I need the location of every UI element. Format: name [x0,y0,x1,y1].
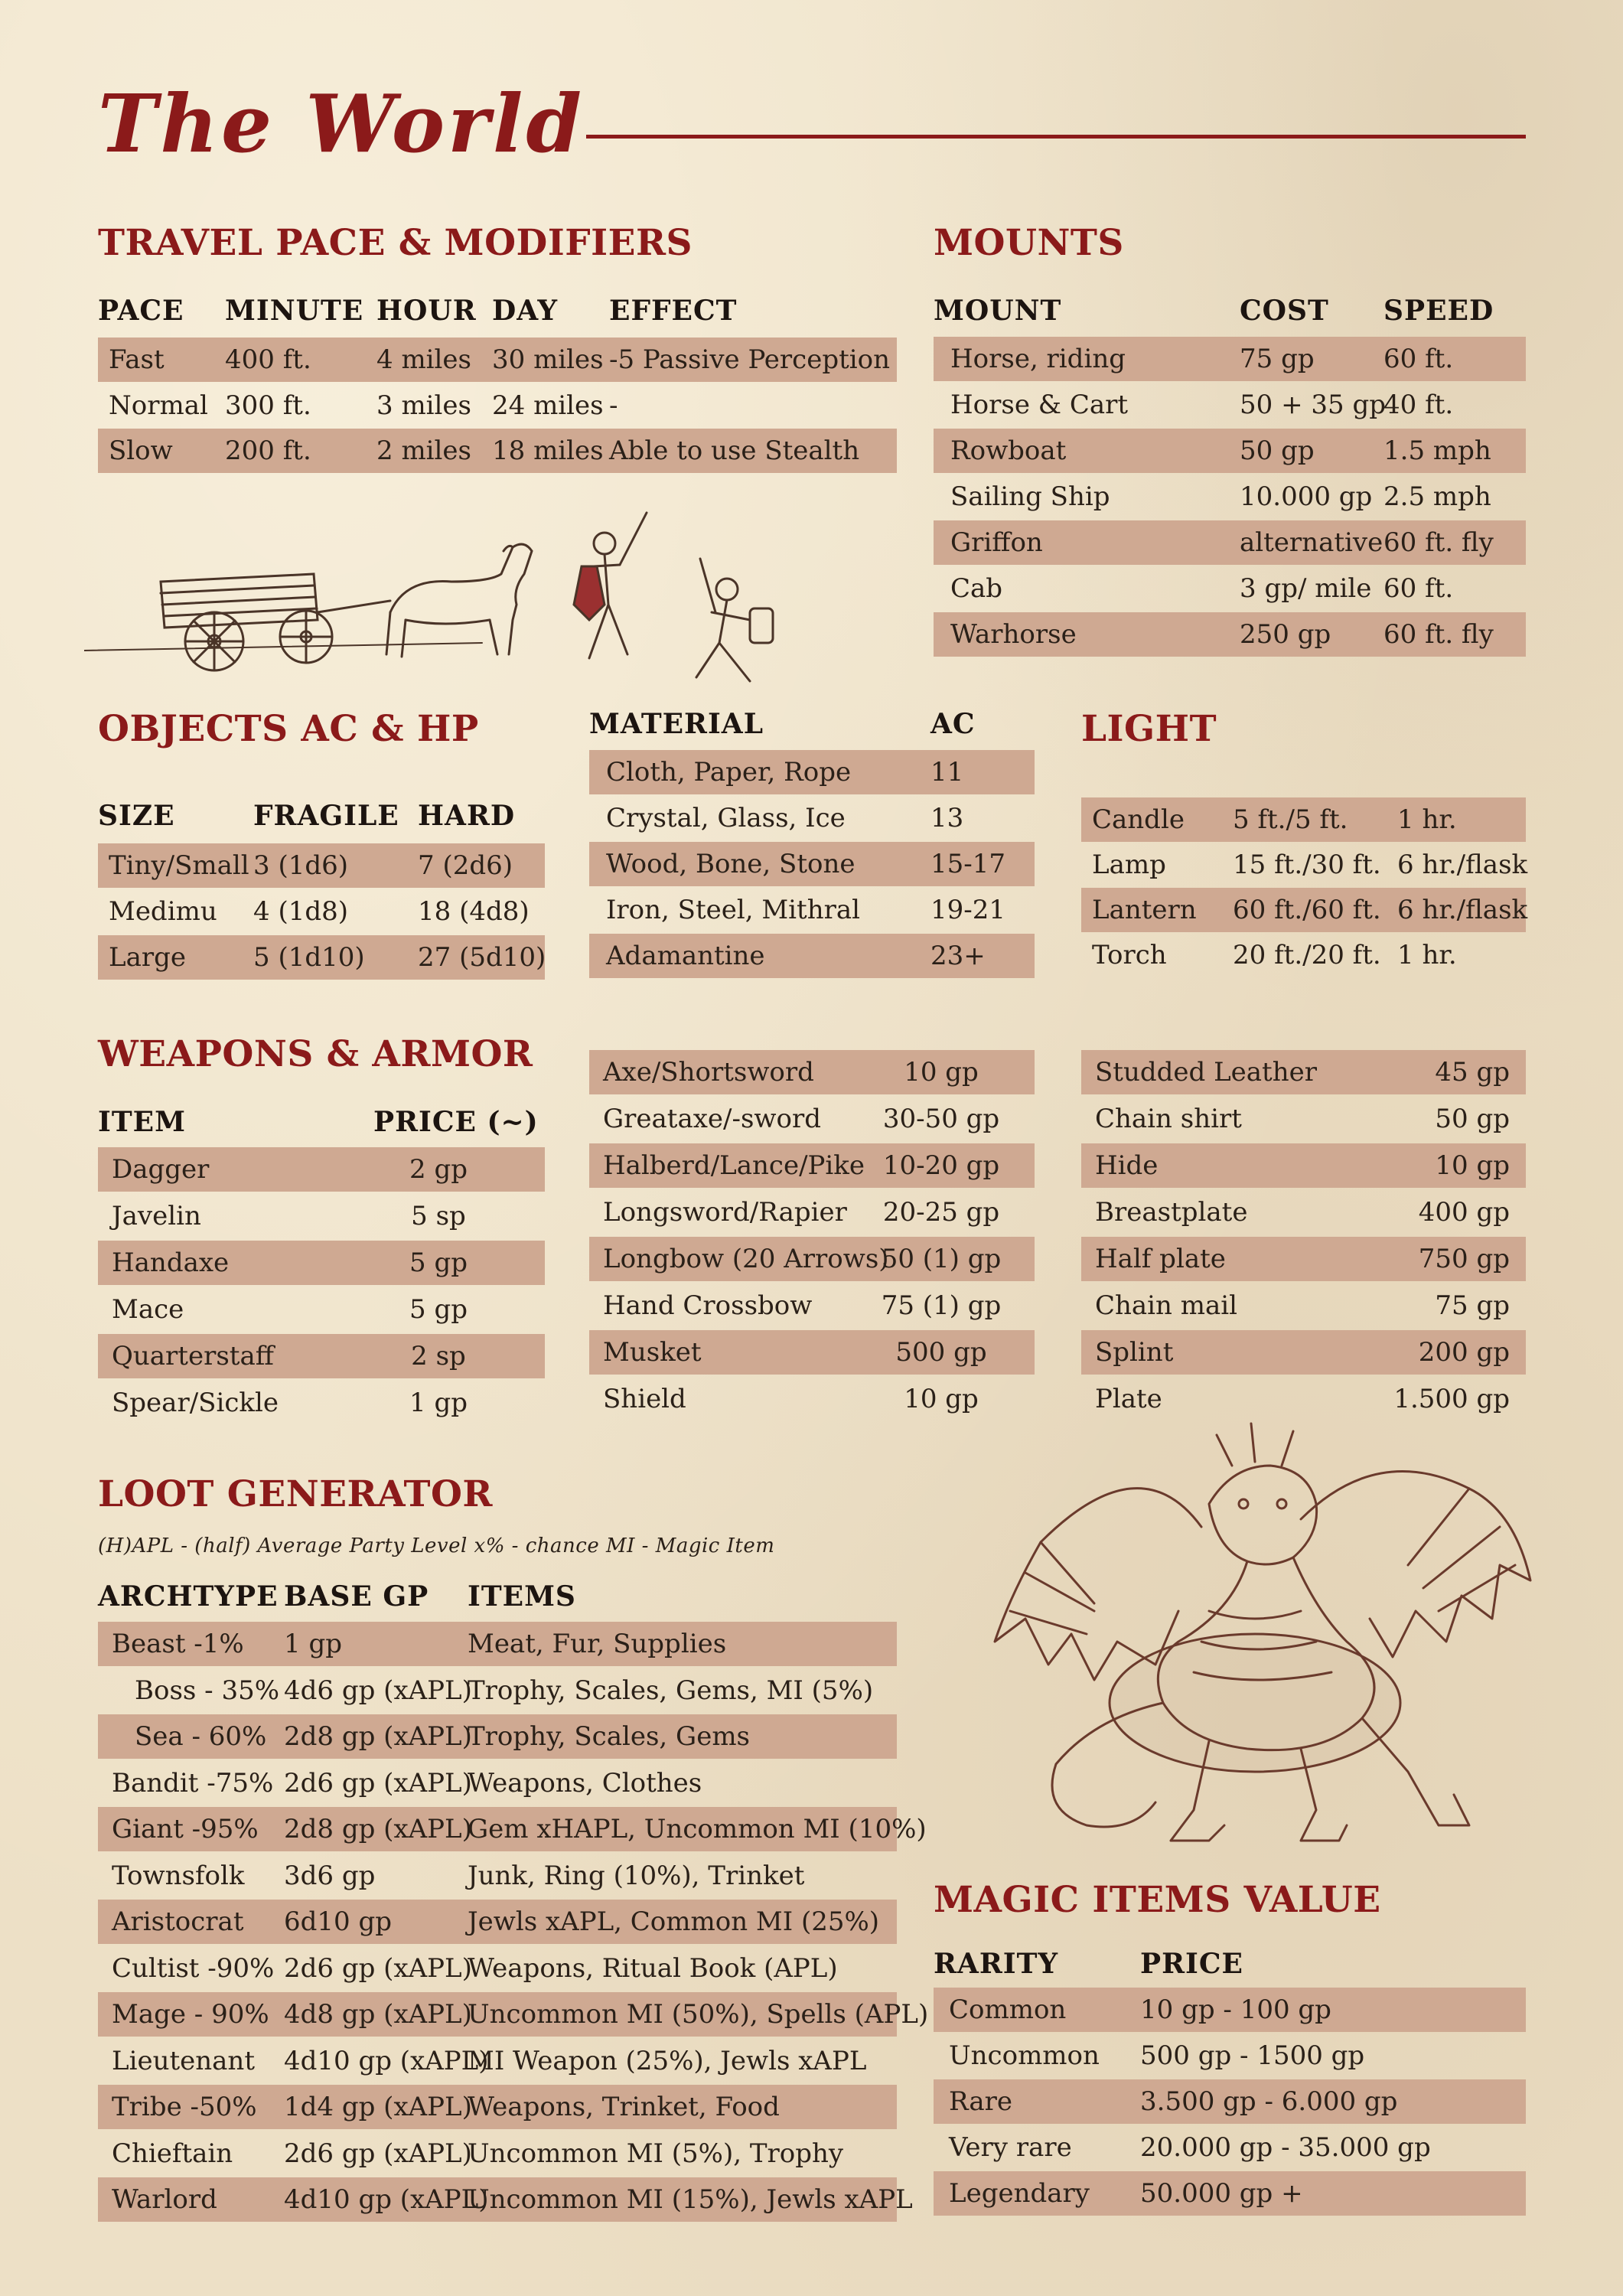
table-cell: 18 (4d8) [418,896,530,927]
table-row [589,1237,1035,1281]
table-cell: Giant -95% [112,1814,259,1844]
table-cell: Cultist -90% [112,1952,275,1984]
table-row [98,2085,897,2129]
table-cell: 5 gp [409,1294,468,1325]
table-cell: 20 ft./20 ft. [1233,940,1381,970]
table-cell: Dagger [112,1154,210,1185]
loot-legend: (H)APL - (half) Average Party Level x% - chance MI - Magic Item [98,1534,775,1557]
table-cell: Common [949,1994,1067,2025]
table-cell: 2 gp [409,1154,468,1185]
objects-heading: OBJECTS AC & HP [98,708,479,750]
cart-horse-illustration [84,505,819,696]
magic-header-price: PRICE [1140,1948,1243,1980]
travel-header-effect: EFFECT [609,295,738,327]
table-cell: 75 (1) gp [881,1290,1002,1321]
table-row [934,337,1526,381]
table-cell: Uncommon MI (5%), Trophy [468,2138,844,2169]
table-cell: Beast -1% [112,1629,244,1659]
table-row [98,383,897,428]
table-row [934,2171,1526,2216]
table-cell: Uncommon [949,2040,1100,2071]
table-cell: Crystal, Glass, Ice [606,803,846,833]
table-cell: 2d8 gp (xAPL) [284,1721,472,1752]
material-header-material: MATERIAL [589,708,764,740]
table-row [589,1377,1035,1421]
table-row [1081,888,1526,932]
table-cell: Very rare [949,2132,1072,2163]
table-cell: 60 ft. [1383,344,1454,374]
table-cell: Lantern [1092,895,1197,925]
table-cell: 200 gp [1418,1337,1510,1368]
table-cell: 45 gp [1435,1057,1510,1088]
table-cell: Half plate [1095,1244,1226,1274]
table-cell: 7 (2d6) [418,850,513,881]
table-row [98,2131,897,2176]
table-cell: 10.000 gp [1240,481,1373,512]
table-cell: 50 gp [1240,435,1315,466]
table-cell: 50 gp [1435,1104,1510,1134]
table-cell: Iron, Steel, Mithral [606,895,860,925]
table-row [98,429,897,473]
magic-heading: MAGIC ITEMS VALUE [934,1879,1381,1921]
objects-header-hard: HARD [418,800,516,832]
table-row [98,935,545,980]
table-row [589,1330,1035,1375]
table-row [98,889,545,934]
table-row [934,520,1526,565]
table-cell: Weapons, Trinket, Food [468,2092,780,2122]
table-row [98,1668,897,1713]
table-cell: 10 gp [904,1384,979,1414]
table-cell: Quarterstaff [112,1341,274,1371]
table-row [98,1854,897,1898]
table-row [589,842,1035,886]
table-cell: 1 hr. [1397,804,1457,835]
table-cell: Boss - 35% [135,1675,280,1706]
table-row [589,1190,1035,1234]
table-cell: 400 gp [1418,1197,1510,1228]
table-cell: Halberd/Lance/Pike [603,1150,865,1181]
table-cell: 20.000 gp - 35.000 gp [1140,2132,1431,2163]
table-cell: Cab [950,573,1003,604]
table-cell: 10 gp [904,1057,979,1088]
table-row [934,566,1526,611]
table-row [98,1992,929,2037]
table-cell: Plate [1095,1384,1162,1414]
cell: 24 miles [492,390,604,421]
table-row [589,1097,1035,1141]
table-cell: 5 (1d10) [253,942,365,973]
table-cell: Shield [603,1384,686,1414]
dragon-illustration [979,1412,1546,1887]
magic-header-rarity: RARITY [934,1948,1059,1980]
table-cell: MI Weapon (25%), Jewls xAPL [468,2045,867,2076]
table-row [934,2079,1526,2124]
mounts-heading: MOUNTS [934,222,1124,264]
table-cell: Sailing Ship [950,481,1110,512]
table-cell: Longsword/Rapier [603,1197,847,1228]
cell: 3 miles [376,390,471,421]
table-cell: 15-17 [930,849,1006,879]
table-cell: Spear/Sickle [112,1388,279,1418]
table-cell: Torch [1092,940,1167,970]
cell: 400 ft. [225,344,311,375]
cell: 30 miles [492,344,604,375]
table-cell: Bandit -75% [112,1767,274,1799]
table-cell: 75 gp [1240,344,1315,374]
table-cell: Longbow (20 Arrows) [603,1244,889,1274]
cell: 300 ft. [225,390,311,421]
objects-header-fragile: FRAGILE [253,800,399,832]
table-cell: Sea - 60% [135,1721,267,1752]
table-row [1081,1190,1526,1234]
loot-header-basegp: BASE GP [284,1580,429,1613]
table-cell: Tiny/Small [109,850,249,881]
loot-header-archtype: ARCHTYPE [98,1580,279,1613]
table-row [589,796,1035,840]
weapons-table-1 [98,1106,545,1427]
table-cell: 4 (1d8) [253,896,348,927]
table-cell: 27 (5d10) [418,942,546,973]
table-cell: Candle [1092,804,1185,835]
table-cell: 3 (1d6) [253,850,348,881]
light-heading: LIGHT [1081,708,1217,750]
table-row [98,1241,545,1285]
table-cell: 2d6 gp (xAPL) [284,1767,472,1799]
table-cell: Weapons, Ritual Book (APL) [468,1952,838,1984]
table-cell: 30-50 gp [882,1104,1000,1134]
table-cell: Trophy, Scales, Gems [468,1721,751,1752]
table-cell: Lamp [1092,850,1166,880]
table-cell: 5 ft./5 ft. [1233,804,1348,835]
table-cell: Griffon [950,527,1043,558]
table-cell: 250 gp [1240,619,1331,650]
table-cell: 4d10 gp (xAPL) [284,2045,489,2076]
table-cell: 1.500 gp [1393,1384,1510,1414]
weapons-header-item: ITEM [98,1106,186,1138]
table-cell: Jewls xAPL, Common MI (25%) [468,1906,880,1937]
table-cell: 4d10 gp (xAPL) [284,2184,489,2215]
table-cell: 1 hr. [1397,940,1457,970]
armor-table [1081,1050,1526,1425]
table-cell: Adamantine [606,941,765,971]
mounts-header-mount: MOUNT [934,295,1062,327]
table-cell: Townsfolk [112,1860,245,1891]
cell: 2 miles [376,435,471,466]
table-row [1081,843,1526,887]
table-cell: Studded Leather [1095,1057,1317,1088]
table-row [98,1334,545,1378]
table-cell: Chain mail [1095,1290,1238,1321]
table-row [934,429,1526,473]
table-cell: 60 ft./60 ft. [1233,895,1381,925]
table-cell: 3 gp/ mile [1240,573,1372,604]
table-cell: 750 gp [1418,1244,1510,1274]
table-cell: Javelin [112,1201,201,1231]
cell: -5 Passive Perception [609,344,891,375]
table-row [1081,1143,1526,1188]
table-row [98,1381,545,1425]
table-cell: Mage - 90% [112,1999,269,2030]
table-row [98,2177,913,2222]
table-cell: 10 gp [1435,1150,1510,1181]
travel-header-day: DAY [492,295,559,327]
table-row [98,1900,897,1944]
travel-header-pace: PACE [98,295,184,327]
table-cell: Warlord [112,2184,217,2215]
table-cell: 60 ft. [1383,573,1454,604]
table-row [589,1143,1035,1188]
table-cell: Breastplate [1095,1197,1248,1228]
table-cell: 40 ft. [1383,390,1454,420]
table-row [98,1807,927,1851]
table-cell: 11 [930,757,964,788]
table-cell: Mace [112,1294,184,1325]
table-row [934,612,1526,657]
table-cell: Horse, riding [950,344,1126,374]
loot-heading: LOOT GENERATOR [98,1473,493,1515]
table-cell: Meat, Fur, Supplies [468,1629,727,1659]
table-row [1081,1050,1526,1094]
table-cell: 3d6 gp [284,1860,376,1891]
table-cell: Rare [949,2086,1013,2117]
table-cell: 1d4 gp (xAPL) [284,2092,472,2122]
table-row [934,2125,1526,2170]
table-row [934,1988,1526,2032]
weapons-heading: WEAPONS & ARMOR [98,1033,533,1075]
cell: Normal [109,390,208,421]
table-cell: 500 gp - 1500 gp [1140,2040,1365,2071]
table-row [98,1946,897,1991]
weapons-header-price: PRICE (~) [373,1106,539,1138]
cell: 4 miles [376,344,471,375]
table-cell: 60 ft. fly [1383,527,1494,558]
table-cell: 1.5 mph [1383,435,1491,466]
table-cell: Chain shirt [1095,1104,1242,1134]
table-row [1081,1237,1526,1281]
table-cell: 15 ft./30 ft. [1233,850,1381,880]
table-row [1081,1097,1526,1141]
table-row [589,888,1035,932]
table-cell: Lieutenant [112,2045,255,2076]
table-cell: Junk, Ring (10%), Trinket [468,1860,805,1891]
table-cell: Axe/Shortsword [603,1057,814,1088]
table-cell: 4d8 gp (xAPL) [284,1999,472,2030]
table-row [1081,1330,1526,1375]
table-row [98,1194,545,1238]
table-cell: Hide [1095,1150,1159,1181]
table-cell: 6 hr./flask [1397,850,1528,880]
table-cell: Weapons, Clothes [468,1767,702,1799]
table-cell: Uncommon MI (15%), Jewls xAPL [468,2184,913,2215]
table-cell: 50 + 35 gp [1240,390,1386,420]
table-cell: 10-20 gp [882,1150,1000,1181]
table-row [98,843,545,888]
mounts-header-speed: SPEED [1383,295,1494,327]
table-cell: alternative [1240,527,1383,558]
table-row [934,2033,1526,2078]
table-cell: Hand Crossbow [603,1290,813,1321]
mounts-header-cost: COST [1240,295,1329,327]
table-cell: 10 gp - 100 gp [1140,1994,1331,2025]
travel-table [98,295,897,478]
table-cell: Tribe -50% [112,2092,257,2122]
table-cell: Splint [1095,1337,1174,1368]
table-cell: 60 ft. fly [1383,619,1494,650]
loot-header-items: ITEMS [468,1580,576,1613]
table-cell: Cloth, Paper, Rope [606,757,852,788]
table-cell: Trophy, Scales, Gems, MI (5%) [468,1675,874,1706]
table-row [1081,1283,1526,1328]
table-cell: 2d8 gp (xAPL) [284,1814,472,1844]
table-cell: Musket [603,1337,702,1368]
table-cell: Horse & Cart [950,390,1129,420]
table-row [1081,797,1526,842]
travel-header-hour: HOUR [376,295,477,327]
table-cell: 500 gp [895,1337,987,1368]
table-cell: Uncommon MI (50%), Spells (APL) [468,1999,929,2030]
mounts-table [934,295,1526,654]
cell: 200 ft. [225,435,311,466]
material-header-ac: AC [930,708,976,740]
page-title: The World [98,77,585,171]
table-cell: 23+ [930,941,986,971]
table-cell: 13 [930,803,964,833]
table-cell: 2 sp [411,1341,466,1371]
table-row [98,338,897,382]
cell: Slow [109,435,173,466]
table-cell: Rowboat [950,435,1067,466]
table-cell: 75 gp [1435,1290,1510,1321]
table-row [934,475,1526,519]
table-cell: Greataxe/-sword [603,1104,822,1134]
cell: Able to use Stealth [609,435,860,466]
table-row [98,1714,897,1759]
table-cell: Gem xHAPL, Uncommon MI (10%) [468,1814,927,1844]
table-cell: 50 (1) gp [881,1244,1002,1274]
light-table [1081,797,1526,981]
table-row [98,2039,897,2083]
cell: Fast [109,344,165,375]
table-cell: 2.5 mph [1383,481,1491,512]
table-row [589,934,1035,978]
table-cell: 19-21 [930,895,1006,925]
loot-table [98,1580,929,2223]
table-row [98,1622,897,1666]
table-cell: Large [109,942,186,973]
table-row [98,1287,545,1332]
cell: - [609,390,618,421]
table-row [934,383,1526,427]
table-row [589,750,1035,794]
table-cell: 20-25 gp [882,1197,1000,1228]
table-row [1081,933,1526,977]
table-row [589,1050,1035,1094]
table-cell: 5 sp [411,1201,466,1231]
table-cell: 6d10 gp [284,1906,392,1937]
table-cell: Wood, Bone, Stone [606,849,855,879]
table-cell: Chieftain [112,2138,233,2169]
table-cell: Handaxe [112,1247,230,1278]
table-cell: 4d6 gp (xAPL) [284,1675,472,1706]
table-cell: Legendary [949,2178,1090,2209]
table-cell: Medimu [109,896,217,927]
table-row [589,1283,1035,1328]
table-cell: 2d6 gp (xAPL) [284,2138,472,2169]
table-cell: 1 gp [409,1388,468,1418]
magic-table [934,1948,1526,2223]
table-cell: 6 hr./flask [1397,895,1528,925]
objects-table [98,800,545,983]
objects-header-size: SIZE [98,800,175,832]
cell: 18 miles [492,435,604,466]
table-row [98,1147,545,1192]
table-cell: 50.000 gp + [1140,2178,1303,2209]
table-cell: Warhorse [950,619,1077,650]
weapons-table-2 [589,1050,1035,1425]
travel-heading: TRAVEL PACE & MODIFIERS [98,222,693,264]
table-cell: 3.500 gp - 6.000 gp [1140,2086,1398,2117]
table-cell: 2d6 gp (xAPL) [284,1952,472,1984]
table-cell: Aristocrat [112,1906,244,1937]
title-rule [586,135,1526,139]
table-row [98,1761,897,1805]
table-cell: 1 gp [284,1629,342,1659]
travel-header-minute: MINUTE [225,295,364,327]
table-cell: 5 gp [409,1247,468,1278]
material-table [589,708,1035,983]
